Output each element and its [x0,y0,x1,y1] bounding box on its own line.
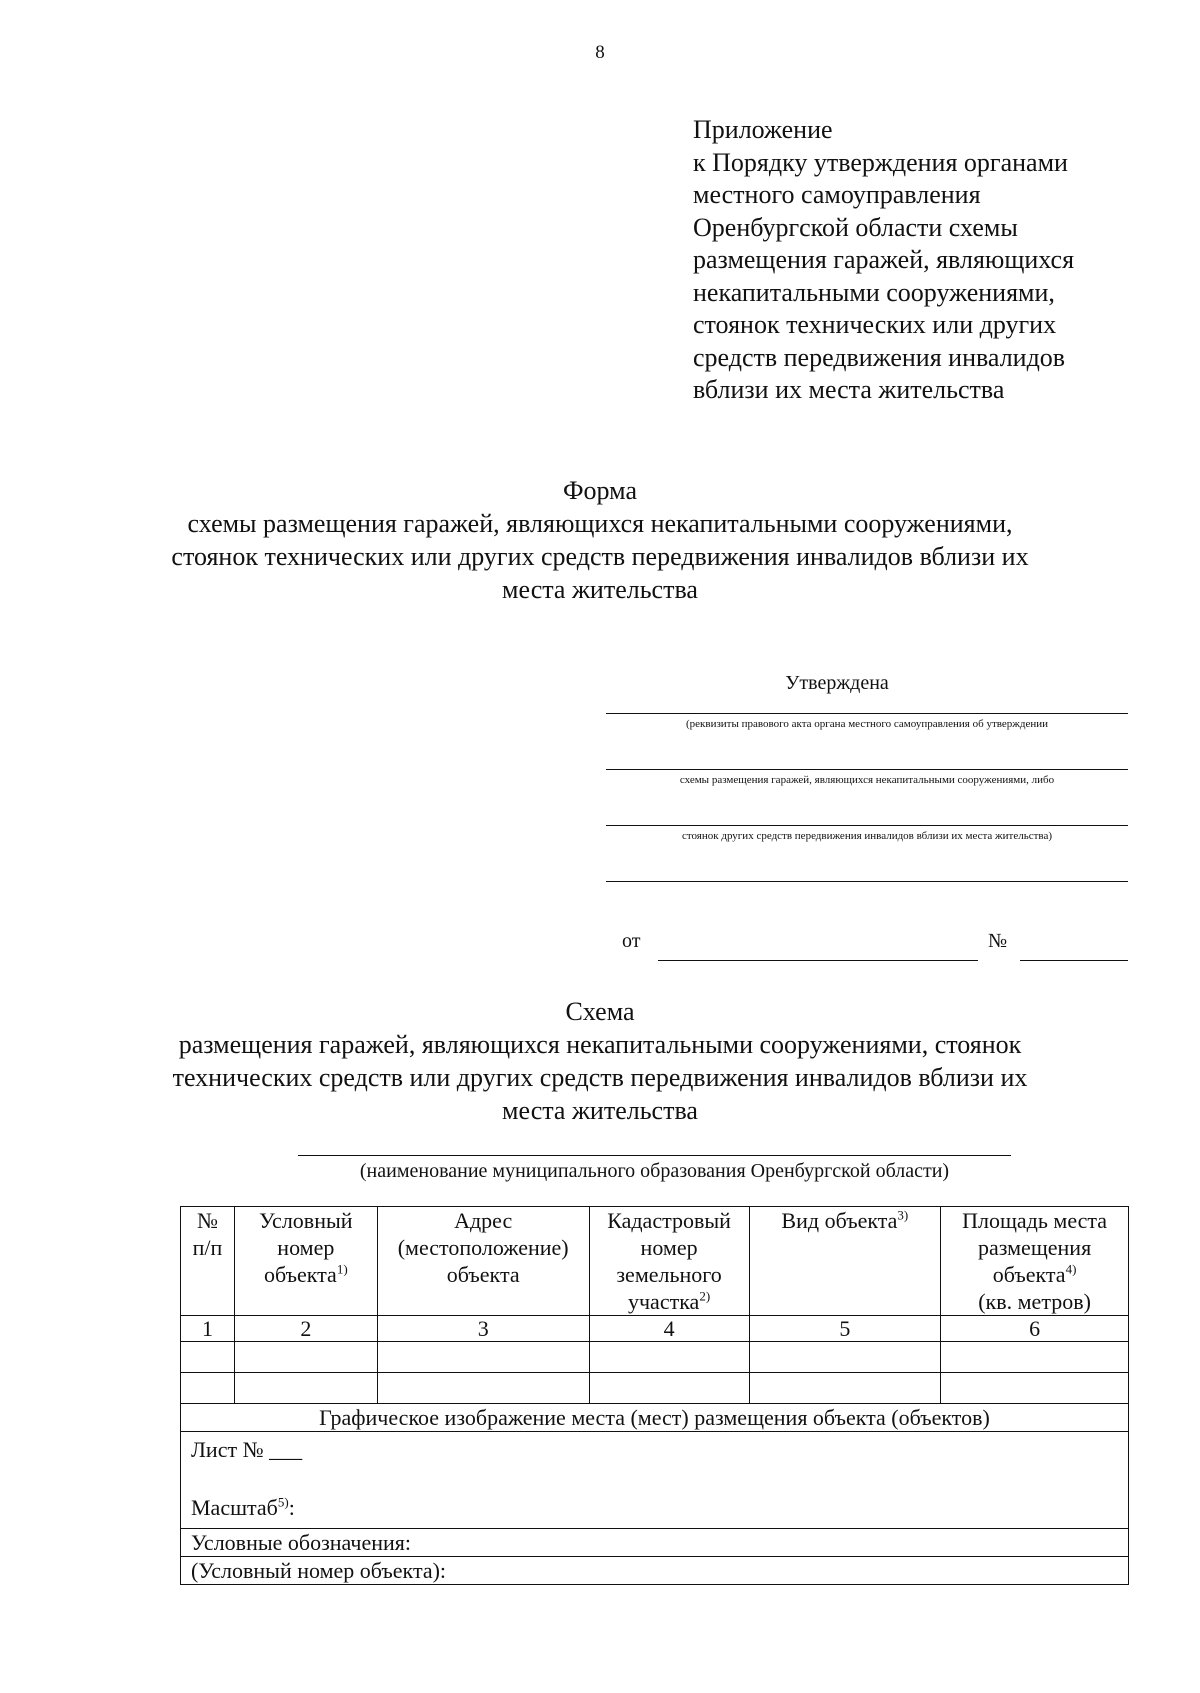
footnote-mark: 1) [336,1261,348,1277]
legend-row [181,1529,1129,1557]
header-text: Условный номер объекта [259,1208,353,1287]
appendix-line: вблизи их места жительства [693,375,1005,404]
table-cell[interactable] [377,1373,589,1404]
graphic-caption-row [181,1404,1129,1432]
header-cell [589,1207,749,1316]
footnote-mark: 5) [277,1494,289,1510]
form-heading [0,474,1200,606]
appendix-line: Оренбургской области схемы [693,212,1018,242]
date-label: от [622,930,641,952]
scale-label-wrap [191,1494,295,1521]
appendix-line: размещения гаражей, являющихся [693,245,1075,274]
column-number-row [181,1316,1129,1342]
appendix-line: средств передвижения инвалидов [693,342,1066,372]
table-cell[interactable] [941,1373,1129,1404]
column-number: 1 [181,1316,235,1342]
table-cell[interactable] [181,1373,235,1404]
appendix-line: некапитальными сооружениями, [693,277,1055,307]
requisites-line [606,713,1128,714]
table-row [181,1342,1129,1373]
requisites-row [606,825,1128,881]
header-text: Адрес (местоположение) объекта [397,1208,569,1287]
number-label: № [988,930,1008,952]
scheme-title: Схема [565,997,635,1026]
approval-block [606,672,1128,891]
scale-suffix: : [288,1495,295,1520]
footnote-mark: 2) [699,1288,711,1304]
table-cell[interactable] [181,1342,235,1373]
header-cell [181,1207,235,1316]
header-text: Площадь места размещения объекта [962,1208,1108,1287]
appendix-note [693,114,1074,407]
requisites-line [606,769,1128,770]
column-number: 4 [589,1316,749,1342]
header-cell [377,1207,589,1316]
column-number: 6 [941,1316,1129,1342]
header-cell [234,1207,377,1316]
requisites-caption: (реквизиты правового акта органа местного самоуправления об утверждении [685,718,1048,730]
scale-label: Масштаб [191,1495,278,1520]
appendix-line: к Порядку утверждения органами [693,147,1068,177]
form-subtitle-line: места жительства [502,575,698,604]
form-title: Форма [563,476,637,505]
sheet-cell[interactable] [181,1432,1129,1529]
requisites-caption: стоянок других средств передвижения инвалидов вблизи их места жительства) [681,830,1053,842]
scheme-subtitle-line: технических средств или других средств передвижения инвалидов вблизи их [172,1063,1028,1092]
appendix-line: местного самоуправления [693,180,981,209]
table-cell[interactable] [589,1342,749,1373]
header-unit: (кв. метров) [978,1289,1091,1314]
object-label: (Условный номер объекта): [181,1557,1129,1585]
sheet-label: Лист № ___ [191,1437,303,1462]
page-number: 8 [595,42,605,63]
table-cell[interactable] [589,1373,749,1404]
scheme-subtitle-line: места жительства [502,1096,698,1125]
form-subtitle-line: стоянок технических или других средств передвижения инвалидов вблизи их [171,542,1029,571]
table-cell[interactable] [234,1342,377,1373]
requisites-caption: схемы размещения гаражей, являющихся некапитальными сооружениями, либо [679,774,1055,786]
requisites-row [606,769,1128,825]
table-header-row [181,1207,1129,1316]
requisites-line [606,881,1128,882]
header-cell [749,1207,941,1316]
appendix-line: Приложение [693,115,833,144]
appendix-line: стоянок технических или других [693,310,1057,339]
column-number: 3 [377,1316,589,1342]
footnote-mark: 4) [1065,1261,1077,1277]
approved-label: Утверждена [785,672,889,694]
number-line [1020,960,1128,961]
object-row [181,1557,1129,1585]
scheme-heading [0,995,1200,1127]
table-cell[interactable] [377,1342,589,1373]
legend-label: Условные обозначения: [181,1529,1129,1557]
requisites-line [606,825,1128,826]
graphic-caption: Графическое изображение места (мест) размещения объекта (объектов) [181,1404,1129,1432]
table-cell[interactable] [749,1373,941,1404]
date-line [658,960,978,961]
municipality-caption: (наименование муниципального образования Оренбургской области) [359,1160,950,1182]
scheme-table [180,1206,1129,1585]
sheet-row [181,1432,1129,1529]
date-number-row [606,930,1128,966]
municipality-line [298,1155,1011,1156]
header-text: Кадастровый номер земельного участка [607,1208,731,1314]
table-cell[interactable] [941,1342,1129,1373]
requisites-row [606,713,1128,769]
footnote-mark: 3) [897,1207,909,1223]
table-cell[interactable] [234,1373,377,1404]
header-text: № п/п [192,1208,223,1260]
header-text: Вид объекта [781,1208,898,1233]
requisites-row [606,881,1128,891]
scheme-subtitle-line: размещения гаражей, являющихся некапитальными сооружениями, стоянок [178,1030,1022,1059]
table-cell[interactable] [749,1342,941,1373]
form-subtitle-line: схемы размещения гаражей, являющихся некапитальными сооружениями, [187,509,1013,538]
table-row [181,1373,1129,1404]
column-number: 5 [749,1316,941,1342]
column-number: 2 [234,1316,377,1342]
header-cell [941,1207,1129,1316]
